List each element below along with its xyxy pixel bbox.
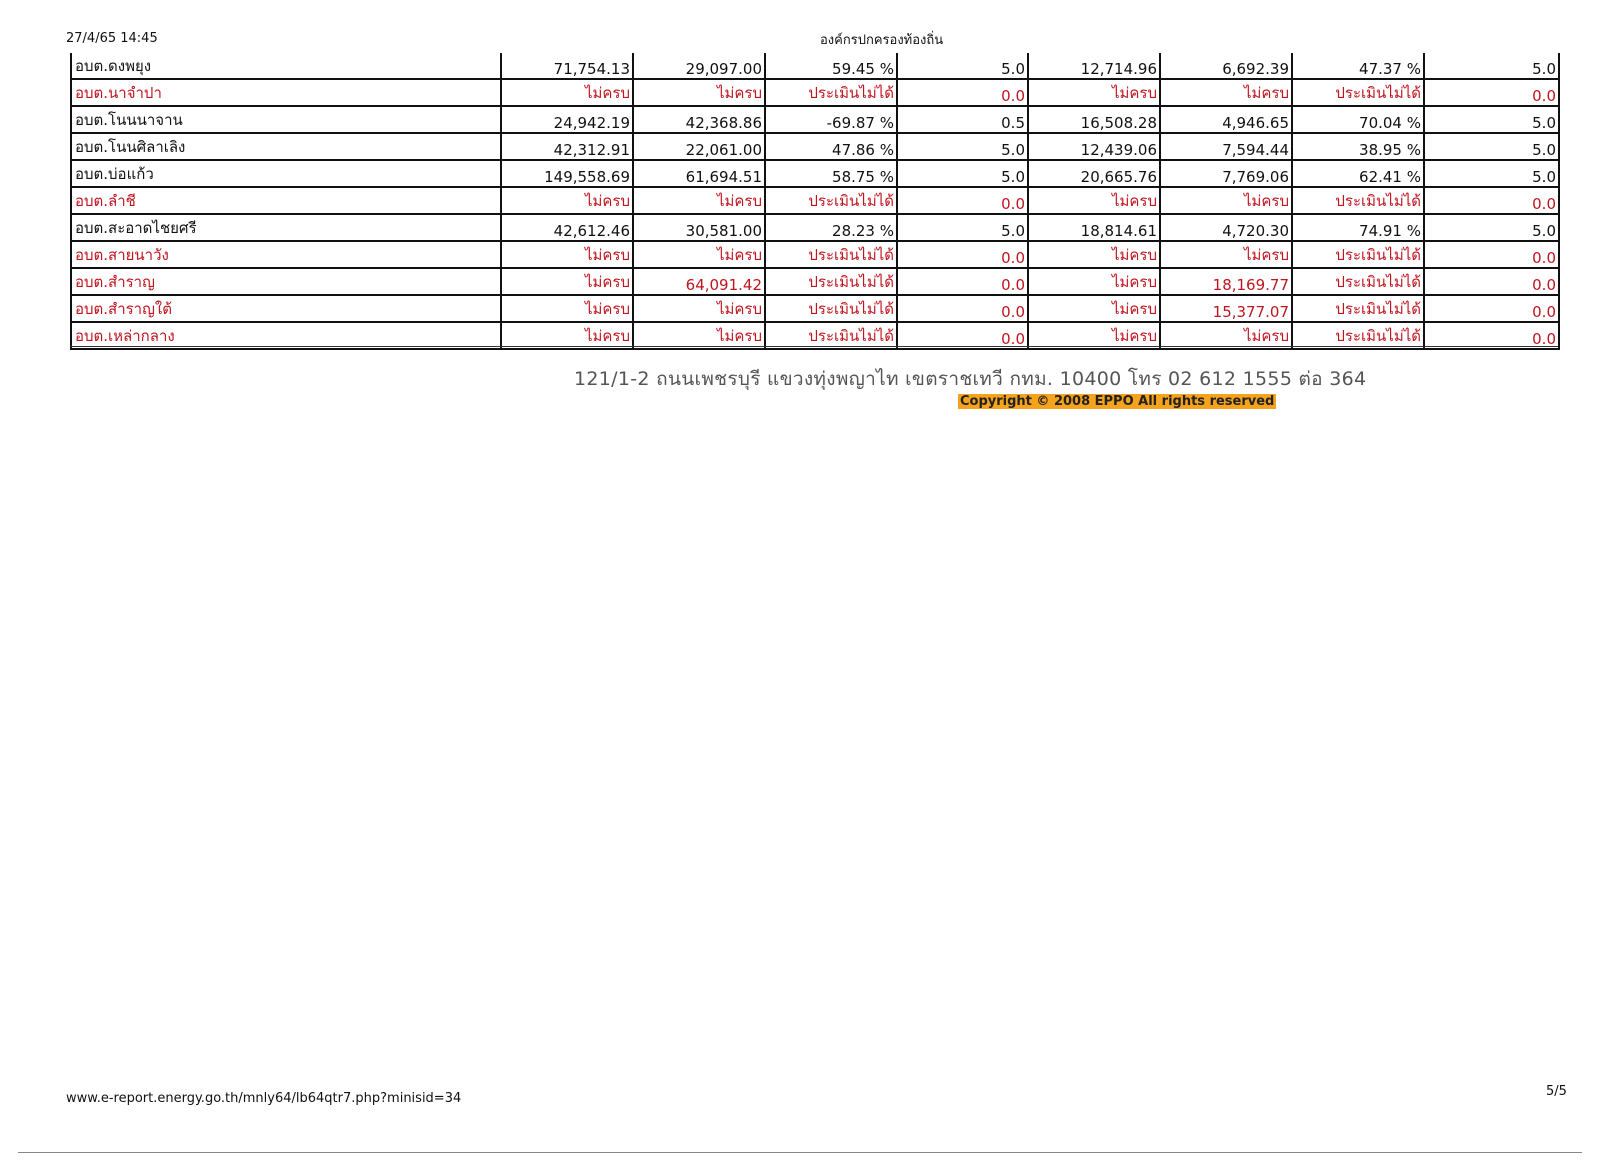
table-cell-c8: 5.0 xyxy=(1424,106,1559,133)
table-cell-c6: ไม่ครบ xyxy=(1160,322,1292,349)
table-cell-c2: 29,097.00 xyxy=(633,53,765,79)
table-cell-c7: ประเมินไม่ได้ xyxy=(1292,79,1424,106)
table-row xyxy=(71,295,1559,322)
table-cell-c3: ประเมินไม่ได้ xyxy=(765,322,897,349)
table-cell-c4: 5.0 xyxy=(897,214,1028,241)
table-cell-c1: 24,942.19 xyxy=(501,106,633,133)
table-cell-c8: 5.0 xyxy=(1424,214,1559,241)
print-datetime: 27/4/65 14:45 xyxy=(66,31,158,46)
table-cell-c7: 74.91 % xyxy=(1292,214,1424,241)
table-cell-c1: 42,612.46 xyxy=(501,214,633,241)
table-cell-c5: ไม่ครบ xyxy=(1028,79,1160,106)
table-cell-c6: 7,769.06 xyxy=(1160,160,1292,187)
table-row xyxy=(71,214,1559,241)
row-org-name: อบต.โนนศิลาเลิง xyxy=(71,133,501,160)
table-cell-c5: 12,439.06 xyxy=(1028,133,1160,160)
footer-divider xyxy=(70,346,1558,347)
table-cell-c4: 0.5 xyxy=(897,106,1028,133)
table-cell-c6: 4,946.65 xyxy=(1160,106,1292,133)
table-cell-c5: ไม่ครบ xyxy=(1028,268,1160,295)
table-cell-c6: ไม่ครบ xyxy=(1160,187,1292,214)
table-row xyxy=(71,53,1559,79)
row-org-name: อบต.นาจำปา xyxy=(71,79,501,106)
copyright-notice: Copyright © 2008 EPPO All rights reserved xyxy=(960,394,1275,409)
table-cell-c2: ไม่ครบ xyxy=(633,322,765,349)
table-cell-c3: 47.86 % xyxy=(765,133,897,160)
page-number: 5/5 xyxy=(1546,1084,1567,1099)
table-cell-c3: ประเมินไม่ได้ xyxy=(765,295,897,322)
table-cell-c1: 42,312.91 xyxy=(501,133,633,160)
table-cell-c8: 0.0 xyxy=(1424,187,1559,214)
table-cell-c4: 0.0 xyxy=(897,295,1028,322)
table-cell-c8: 0.0 xyxy=(1424,322,1559,349)
table-cell-c3: ประเมินไม่ได้ xyxy=(765,79,897,106)
table-cell-c8: 5.0 xyxy=(1424,133,1559,160)
table-cell-c7: ประเมินไม่ได้ xyxy=(1292,187,1424,214)
table-cell-c6: 4,720.30 xyxy=(1160,214,1292,241)
table-cell-c2: ไม่ครบ xyxy=(633,79,765,106)
table-cell-c2: 42,368.86 xyxy=(633,106,765,133)
table-cell-c1: ไม่ครบ xyxy=(501,187,633,214)
row-org-name: อบต.สายนาวัง xyxy=(71,241,501,268)
table-row xyxy=(71,241,1559,268)
table-cell-c3: 59.45 % xyxy=(765,53,897,79)
table-row xyxy=(71,133,1559,160)
table-cell-c6: ไม่ครบ xyxy=(1160,241,1292,268)
table-cell-c1: ไม่ครบ xyxy=(501,241,633,268)
table-cell-c7: 62.41 % xyxy=(1292,160,1424,187)
row-org-name: อบต.เหล่ากลาง xyxy=(71,322,501,349)
table-cell-c7: 47.37 % xyxy=(1292,53,1424,79)
table-cell-c2: ไม่ครบ xyxy=(633,241,765,268)
table-cell-c4: 0.0 xyxy=(897,79,1028,106)
table-cell-c2: 61,694.51 xyxy=(633,160,765,187)
table-cell-c6: 18,169.77 xyxy=(1160,268,1292,295)
table-cell-c5: 12,714.96 xyxy=(1028,53,1160,79)
table-cell-c3: -69.87 % xyxy=(765,106,897,133)
table-cell-c2: ไม่ครบ xyxy=(633,187,765,214)
table-cell-c8: 0.0 xyxy=(1424,268,1559,295)
table-cell-c8: 5.0 xyxy=(1424,53,1559,79)
table-cell-c7: ประเมินไม่ได้ xyxy=(1292,268,1424,295)
bottom-divider xyxy=(18,1152,1582,1153)
table-cell-c8: 0.0 xyxy=(1424,295,1559,322)
table-cell-c4: 0.0 xyxy=(897,268,1028,295)
table-cell-c4: 0.0 xyxy=(897,241,1028,268)
page-url: www.e-report.energy.go.th/mnly64/lb64qtr7.php?minisid=34 xyxy=(66,1091,462,1106)
table-cell-c1: 149,558.69 xyxy=(501,160,633,187)
table-cell-c6: 7,594.44 xyxy=(1160,133,1292,160)
table-cell-c7: ประเมินไม่ได้ xyxy=(1292,322,1424,349)
table-cell-c5: 16,508.28 xyxy=(1028,106,1160,133)
table-cell-c4: 0.0 xyxy=(897,322,1028,349)
table-cell-c6: ไม่ครบ xyxy=(1160,79,1292,106)
table-cell-c2: ไม่ครบ xyxy=(633,295,765,322)
table-cell-c1: 71,754.13 xyxy=(501,53,633,79)
row-org-name: อบต.สำราญใต้ xyxy=(71,295,501,322)
row-org-name: อบต.สะอาดไชยศรี xyxy=(71,214,501,241)
table-cell-c7: ประเมินไม่ได้ xyxy=(1292,241,1424,268)
table-row xyxy=(71,79,1559,106)
table-cell-c5: ไม่ครบ xyxy=(1028,322,1160,349)
table-cell-c8: 5.0 xyxy=(1424,160,1559,187)
table-cell-c1: ไม่ครบ xyxy=(501,268,633,295)
table-row xyxy=(71,187,1559,214)
table-cell-c7: ประเมินไม่ได้ xyxy=(1292,295,1424,322)
table-cell-c1: ไม่ครบ xyxy=(501,295,633,322)
table-cell-c2: 30,581.00 xyxy=(633,214,765,241)
table-cell-c3: ประเมินไม่ได้ xyxy=(765,241,897,268)
data-table xyxy=(70,53,1560,350)
table-row xyxy=(71,268,1559,295)
table-row xyxy=(71,106,1559,133)
table-cell-c1: ไม่ครบ xyxy=(501,79,633,106)
row-org-name: อบต.โนนนาจาน xyxy=(71,106,501,133)
table-cell-c5: ไม่ครบ xyxy=(1028,241,1160,268)
row-org-name: อบต.สำราญ xyxy=(71,268,501,295)
row-org-name: อบต.ดงพยุง xyxy=(71,53,501,79)
table-cell-c8: 0.0 xyxy=(1424,241,1559,268)
table-cell-c4: 5.0 xyxy=(897,53,1028,79)
table-cell-c3: 28.23 % xyxy=(765,214,897,241)
table-row xyxy=(71,160,1559,187)
table-cell-c4: 0.0 xyxy=(897,187,1028,214)
table-cell-c6: 15,377.07 xyxy=(1160,295,1292,322)
table-cell-c4: 5.0 xyxy=(897,160,1028,187)
table-cell-c1: ไม่ครบ xyxy=(501,322,633,349)
page-title: องค์กรปกครองท้องถิ่น xyxy=(820,33,944,48)
table-cell-c3: ประเมินไม่ได้ xyxy=(765,268,897,295)
footer-address: 121/1-2 ถนนเพชรบุรี แขวงทุ่งพญาไท เขตราชเทวี กทม. 10400 โทร 02 612 1555 ต่อ 364 xyxy=(574,368,1367,390)
table-cell-c3: 58.75 % xyxy=(765,160,897,187)
row-org-name: อบต.ลำชี xyxy=(71,187,501,214)
table-cell-c2: 22,061.00 xyxy=(633,133,765,160)
table-cell-c3: ประเมินไม่ได้ xyxy=(765,187,897,214)
table-cell-c4: 5.0 xyxy=(897,133,1028,160)
table-cell-c7: 70.04 % xyxy=(1292,106,1424,133)
row-org-name: อบต.บ่อแก้ว xyxy=(71,160,501,187)
table-cell-c5: 20,665.76 xyxy=(1028,160,1160,187)
table-cell-c2: 64,091.42 xyxy=(633,268,765,295)
table-cell-c5: ไม่ครบ xyxy=(1028,187,1160,214)
table-cell-c7: 38.95 % xyxy=(1292,133,1424,160)
table-cell-c5: 18,814.61 xyxy=(1028,214,1160,241)
table-cell-c8: 0.0 xyxy=(1424,79,1559,106)
table-cell-c6: 6,692.39 xyxy=(1160,53,1292,79)
table-row xyxy=(71,322,1559,349)
table-cell-c5: ไม่ครบ xyxy=(1028,295,1160,322)
